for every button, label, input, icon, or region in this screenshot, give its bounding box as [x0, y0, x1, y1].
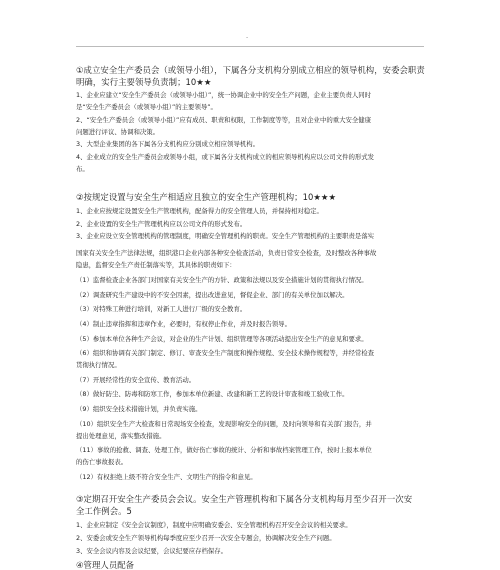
section3-item: 1、企业应制定《安全会议制度》，制度中应明确安委会、安全管理机构召开安全会议的相关要求。 — [76, 521, 352, 529]
section2-item: （3）对特殊工种进行培训，对新工人进行厂级的安全教育。 — [76, 305, 247, 313]
section1-item: 是“安全生产委员会（或领导小组）”的主要领导”。 — [76, 103, 217, 111]
header-mark: - — [246, 34, 249, 41]
section2-item: （2）调查研究生产建设中的不安全因素，提出改进意见，督促企业、部门的有关单位加以解决。 — [76, 291, 349, 299]
section2-item: （5）参加本单位各种生产会议，对企业的生产计划、组织管理等各项活动提出安全生产的意见和要求。 — [76, 335, 368, 343]
section1-heading-line1: ①成立安全生产委员会（或领导小组），下属各分支机构分别成立相应的领导机构，安委会职责 — [76, 65, 425, 75]
section2-item: （12）有权拒绝上级不符合安全生产、文明生产的指令和意见。 — [76, 473, 257, 481]
section2-item: （4）制止违章指挥和违章作业，必要时，有权停止作业，并及时报告领导。 — [76, 320, 291, 328]
section2-item: 的伤亡事故报表。 — [76, 458, 128, 466]
section3-item: 3、安全会议内容及会议纪要，会议纪要应存档保存。 — [76, 547, 228, 555]
section2-item: （10）组织安全生产大检查和日常现场安全检查，发现影响安全的问题，及时向领导和有关部门报告，并 — [76, 420, 372, 428]
section3-heading-line2: 全工作例会。5 — [76, 506, 132, 516]
section2-item: 2、企业设置的安全生产管理机构应以公司文件的形式发布。 — [76, 220, 247, 228]
section1-item: 1、企业应建立“安全生产委员会（或领导小组）”，统一协调企业中的安全生产问题，企业主要负责人同时 — [76, 91, 372, 99]
header-rule — [76, 46, 424, 47]
section2-heading: ②按规定设置与安全生产相适应且独立的安全生产管理机构；10★★★ — [76, 192, 337, 202]
cut-off-heading: ④管理人员配备 — [76, 560, 135, 570]
section2-item: （7）开展经常性的安全宣传、教育活动。 — [76, 376, 196, 384]
section2-item: （6）组织和协调有关部门制定、修订、审查安全生产制度和操作规程、安全技术操作规程等，并经常检查 — [76, 349, 375, 357]
section2-item: 3、企业应设立安全管理机构的管理制度，明确安全管理机构的职责。安全生产管理机构的主要职责是落实 — [76, 232, 375, 240]
section2-item: （8）做好防尘、防毒和防寒工作，参加本单位新建、改建和新工艺的设计审查和竣工验收工作。 — [76, 390, 349, 398]
section2-item: 提出处理意见，落实整改措施。 — [76, 432, 166, 440]
section2-item: 1、企业应按规定设置安全生产管理机构，配备得力的安全管理人员，并保持相对稳定。 — [76, 207, 323, 215]
section1-heading-line2: 明确，实行主要领导负责制；10★★ — [76, 77, 212, 87]
section1-item: 问题进行评议、协调和决策。 — [76, 128, 160, 136]
section2-item: （1）监督检查企业各部门对国家有关安全生产的方针、政策和法规以及安全措施计划的贯彻执行情况。 — [76, 276, 368, 284]
section1-item: 布。 — [76, 165, 89, 173]
section2-item: （9）组织安全技术措施计划，并负责实施。 — [76, 405, 202, 413]
section2-item: 国家有关安全生产法律法规，组织港口企业内部各种安全检查活动，负责日常安全检查，及时整改各种事故 — [76, 249, 377, 257]
section1-item: 3、大型企业集团的各下属各分支机构应分别成立相应领导机构。 — [76, 140, 260, 148]
section2-item: （11）事故的抢救、调查、处理工作，做好伤亡事故的统计、分析和事故档案管理工作，按时上报本单位 — [76, 446, 372, 454]
section1-item: 4、企业成立的安全生产委员会或领导小组，或下属各分支机构成立的相应领导机构应以公司文件的形式发 — [76, 153, 375, 161]
section2-item: 贯彻执行情况。 — [76, 361, 121, 369]
section3-heading-line1: ③定期召开安全生产委员会会议。安全生产管理机构和下属各分支机构每月至少召开一次安 — [76, 494, 413, 504]
section3-item: 2、安委会或安全生产领导机构每季度应至少召开一次安全专题会，协调解决安全生产问题。 — [76, 534, 336, 542]
section2-item: 隐患，监督安全生产责任制落实等，其具体的职责如下： — [76, 261, 236, 269]
section1-item: 2、“安全生产委员会（或领导小组）”应有成员、职责和权限，工作制度等等，且对企业中的重大安全健康 — [76, 116, 372, 124]
